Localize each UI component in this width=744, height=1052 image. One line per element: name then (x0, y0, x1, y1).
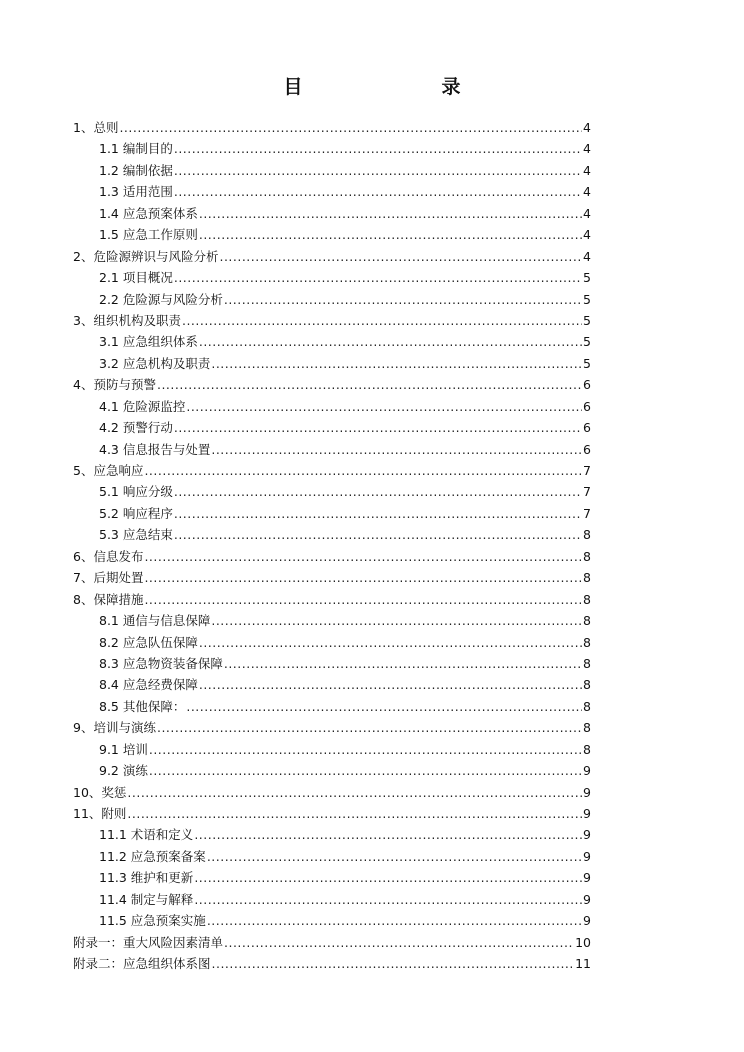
toc-entry[interactable] (73, 353, 591, 374)
toc-entry-page-number: 8 (583, 698, 591, 714)
toc-entry-page-number: 8 (583, 613, 591, 629)
toc-entry-page-number: 6 (583, 377, 591, 393)
toc-entry-label: 8.3 应急物资装备保障 (99, 655, 223, 671)
toc-entry-label: 11.1 术语和定义 (99, 827, 194, 843)
toc-dot-leader (207, 846, 582, 867)
toc-entry-page-number: 4 (583, 162, 591, 178)
toc-dot-leader (211, 610, 582, 631)
table-of-contents (73, 117, 591, 975)
toc-dot-leader (144, 460, 582, 481)
toc-entry-label: 8.5 其他保障： (99, 698, 186, 714)
toc-entry-page-number: 8 (583, 570, 591, 586)
toc-dot-leader (182, 310, 582, 331)
toc-entry[interactable] (73, 460, 591, 481)
toc-dot-leader (207, 910, 582, 931)
toc-entry[interactable] (73, 181, 591, 202)
toc-entry-label: 1、总则 (73, 120, 119, 135)
toc-entry-page-number: 5 (583, 334, 591, 350)
toc-entry[interactable] (73, 396, 591, 417)
toc-entry-label: 2.2 危险源与风险分析 (99, 291, 223, 307)
toc-entry-page-number: 8 (583, 634, 591, 650)
toc-dot-leader (144, 546, 582, 567)
toc-entry[interactable] (73, 717, 591, 738)
toc-entry-label: 6、信息发布 (73, 548, 144, 564)
toc-entry[interactable] (73, 439, 591, 460)
toc-entry-page-number: 8 (583, 741, 591, 757)
toc-entry-page-number: 8 (583, 527, 591, 543)
toc-entry[interactable] (73, 160, 591, 181)
toc-dot-leader (224, 932, 574, 953)
toc-entry-page-number: 6 (583, 398, 591, 414)
toc-entry-page-number: 9 (583, 763, 591, 779)
toc-entry[interactable] (73, 910, 591, 931)
toc-entry-label: 9.1 培训 (99, 741, 148, 757)
toc-dot-leader (174, 417, 582, 438)
toc-entry-page-number: 8 (583, 548, 591, 564)
toc-entry-label: 11.4 制定与解释 (99, 891, 194, 907)
toc-entry[interactable] (73, 653, 591, 674)
toc-entry-page-number: 4 (583, 120, 591, 135)
toc-dot-leader (157, 717, 582, 738)
toc-entry-page-number: 8 (583, 720, 591, 736)
toc-entry[interactable] (73, 567, 591, 588)
toc-dot-leader (224, 653, 582, 674)
toc-dot-leader (199, 224, 582, 245)
toc-entry-label: 10、奖惩 (73, 784, 127, 800)
toc-entry-page-number: 9 (583, 870, 591, 886)
toc-dot-leader (194, 824, 582, 845)
toc-entry[interactable] (73, 696, 591, 717)
toc-dot-leader (157, 374, 582, 395)
toc-entry[interactable] (73, 246, 591, 267)
toc-entry-page-number: 9 (583, 891, 591, 907)
toc-entry-label: 11.5 应急预案实施 (99, 913, 206, 929)
toc-entry[interactable] (73, 374, 591, 395)
toc-entry-label: 附录一：重大风险因素清单 (73, 934, 224, 950)
toc-entry-label: 11、附则 (73, 806, 127, 821)
toc-entry-label: 1.4 应急预案体系 (99, 205, 198, 221)
toc-dot-leader (199, 203, 582, 224)
toc-dot-leader (224, 289, 582, 310)
toc-dot-leader (186, 696, 582, 717)
toc-dot-leader (194, 867, 582, 888)
toc-entry-label: 11.3 维护和更新 (99, 870, 194, 886)
toc-dot-leader (174, 181, 582, 202)
toc-entry[interactable] (73, 117, 591, 138)
toc-entry[interactable] (73, 803, 591, 824)
toc-entry[interactable] (73, 310, 591, 331)
toc-dot-leader (199, 331, 582, 352)
toc-entry-page-number: 7 (583, 484, 591, 500)
toc-entry[interactable] (73, 867, 591, 888)
toc-entry-page-number: 4 (583, 205, 591, 221)
toc-entry-label: 8.4 应急经费保障 (99, 677, 198, 693)
toc-dot-leader (199, 674, 582, 695)
toc-entry-page-number: 8 (583, 677, 591, 693)
toc-entry[interactable] (73, 138, 591, 159)
toc-dot-leader (174, 267, 582, 288)
toc-entry[interactable] (73, 503, 591, 524)
toc-entry-label: 8.2 应急队伍保障 (99, 634, 198, 650)
toc-entry-label: 9.2 演练 (99, 763, 148, 779)
toc-entry[interactable] (73, 524, 591, 545)
toc-entry-page-number: 11 (575, 956, 591, 972)
toc-entry[interactable] (73, 824, 591, 845)
toc-dot-leader (219, 246, 582, 267)
toc-entry-page-number: 4 (583, 184, 591, 200)
toc-entry-label: 1.1 编制目的 (99, 141, 173, 157)
toc-entry-page-number: 10 (575, 934, 591, 950)
toc-entry-label: 3.1 应急组织体系 (99, 334, 198, 350)
toc-entry[interactable] (73, 610, 591, 631)
toc-entry-page-number: 9 (583, 784, 591, 800)
toc-dot-leader (186, 396, 582, 417)
toc-entry-label: 4.1 危险源监控 (99, 398, 186, 414)
toc-entry[interactable] (73, 224, 591, 245)
toc-dot-leader (174, 138, 582, 159)
toc-entry[interactable] (73, 267, 591, 288)
toc-entry[interactable] (73, 417, 591, 438)
toc-dot-leader (211, 439, 582, 460)
toc-entry-label: 1.3 适用范围 (99, 184, 173, 200)
toc-entry-label: 2、危险源辨识与风险分析 (73, 248, 219, 264)
toc-entry-page-number: 4 (583, 141, 591, 157)
toc-title: 目 录 (283, 76, 521, 98)
toc-entry[interactable] (73, 289, 591, 310)
toc-dot-leader (174, 503, 582, 524)
toc-entry-label: 9、培训与演练 (73, 720, 156, 736)
toc-dot-leader (174, 481, 582, 502)
toc-entry-label: 5.3 应急结束 (99, 527, 173, 543)
toc-entry[interactable] (73, 846, 591, 867)
toc-entry[interactable] (73, 674, 591, 695)
toc-entry-label: 4.3 信息报告与处置 (99, 441, 211, 457)
toc-dot-leader (119, 117, 582, 138)
toc-dot-leader (149, 760, 582, 781)
toc-entry[interactable] (73, 546, 591, 567)
toc-entry[interactable] (73, 739, 591, 760)
toc-entry-page-number: 4 (583, 248, 591, 264)
toc-entry-page-number: 5 (583, 270, 591, 286)
toc-entry-page-number: 7 (583, 463, 591, 478)
toc-entry-page-number: 8 (583, 591, 591, 607)
toc-entry-page-number: 6 (583, 441, 591, 457)
toc-dot-leader (144, 589, 582, 610)
toc-entry-label: 11.2 应急预案备案 (99, 848, 206, 864)
toc-entry-label: 1.5 应急工作原则 (99, 227, 198, 243)
toc-dot-leader (144, 567, 582, 588)
toc-dot-leader (212, 953, 575, 974)
toc-entry[interactable] (73, 481, 591, 502)
toc-entry[interactable] (73, 589, 591, 610)
toc-entry-label: 5.1 响应分级 (99, 484, 173, 500)
toc-dot-leader (127, 782, 582, 803)
toc-entry-label: 8.1 通信与信息保障 (99, 613, 211, 629)
toc-entry-page-number: 5 (583, 312, 591, 328)
toc-dot-leader (127, 803, 582, 824)
toc-entry-label: 2.1 项目概况 (99, 270, 173, 286)
toc-entry-page-number: 5 (583, 355, 591, 371)
toc-entry-page-number: 8 (583, 655, 591, 671)
toc-entry-page-number: 5 (583, 291, 591, 307)
toc-dot-leader (211, 353, 582, 374)
toc-entry-label: 4.2 预警行动 (99, 420, 173, 436)
toc-entry-page-number: 9 (583, 848, 591, 864)
toc-dot-leader (174, 524, 582, 545)
toc-entry-label: 3、组织机构及职责 (73, 312, 181, 328)
toc-entry[interactable] (73, 932, 591, 953)
toc-dot-leader (174, 160, 582, 181)
toc-entry-page-number: 9 (583, 913, 591, 929)
toc-entry-label: 附录二：应急组织体系图 (73, 956, 211, 972)
toc-entry-label: 1.2 编制依据 (99, 162, 173, 178)
toc-entry-label: 4、预防与预警 (73, 377, 156, 393)
toc-entry[interactable] (73, 953, 591, 974)
toc-entry-page-number: 4 (583, 227, 591, 243)
toc-entry[interactable] (73, 632, 591, 653)
toc-entry[interactable] (73, 203, 591, 224)
toc-entry-page-number: 6 (583, 420, 591, 436)
toc-entry[interactable] (73, 889, 591, 910)
toc-entry[interactable] (73, 331, 591, 352)
toc-entry[interactable] (73, 760, 591, 781)
toc-entry-label: 7、后期处置 (73, 570, 144, 586)
toc-dot-leader (194, 889, 582, 910)
toc-entry-label: 5、应急响应 (73, 463, 144, 478)
toc-entry-page-number: 9 (583, 806, 591, 821)
toc-entry-label: 3.2 应急机构及职责 (99, 355, 211, 371)
toc-entry-page-number: 9 (583, 827, 591, 843)
toc-entry-label: 5.2 响应程序 (99, 505, 173, 521)
toc-entry-label: 8、保障措施 (73, 591, 144, 607)
toc-dot-leader (199, 632, 582, 653)
toc-entry-page-number: 7 (583, 505, 591, 521)
toc-dot-leader (149, 739, 582, 760)
toc-entry[interactable] (73, 782, 591, 803)
